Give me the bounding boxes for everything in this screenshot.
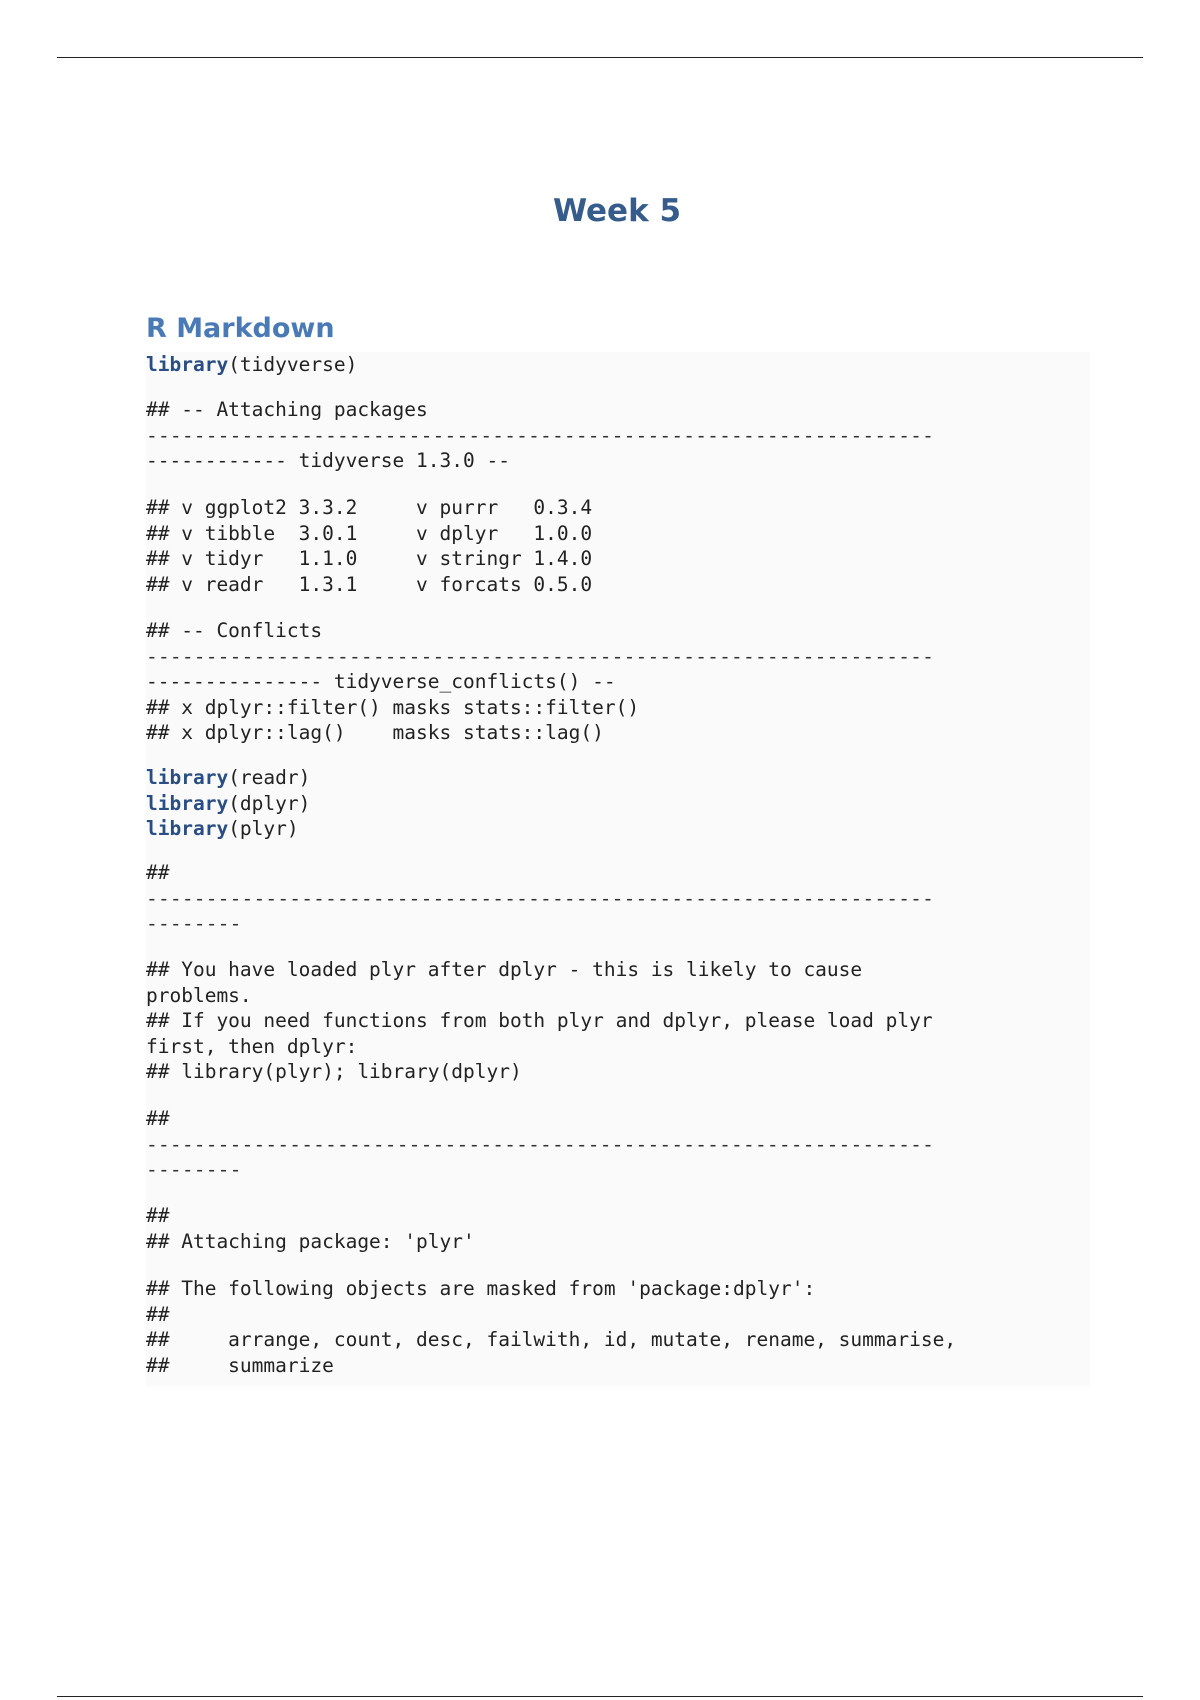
code-argument: (readr) [228,766,311,789]
output-line: ## If you need functions from both plyr and dplyr, please load plyr [146,1009,933,1032]
document-title: Week 5 [552,193,682,229]
section-heading: R Markdown [146,313,335,344]
output-plyr-warning [146,957,1090,1085]
page-top-rule [57,57,1143,58]
output-line: first, then dplyr: [146,1034,358,1058]
code-chunk-library-calls [146,765,1090,842]
output-line: ## You have loaded plyr after dplyr - this is likely to cause [146,958,863,981]
output-line: ## v ggplot2 3.3.2 v purrr 0.3.4 [146,496,593,519]
output-separator-line: ------------------------------------------------------------------ [146,886,935,910]
output-line: ## -- Attaching packages [146,398,428,421]
output-line: ## x dplyr::lag() masks stats::lag() [146,721,604,744]
output-line: ## [146,1204,170,1227]
code-keyword: library [146,353,229,376]
code-output-area [146,352,1090,1386]
output-separator-line: ------------------------------------------------------------------ [146,1132,935,1156]
output-line: ------------ tidyverse 1.3.0 -- [146,449,510,472]
code-argument: (dplyr) [228,791,311,815]
output-line: ## Attaching package: 'plyr' [146,1229,475,1253]
output-separator-line: -------- [146,1158,242,1181]
output-line: ## [146,861,170,884]
output-line: ## v tidyr 1.1.0 v stringr 1.4.0 [146,547,593,570]
output-separator-line: -------- [146,912,242,935]
output-separator-line: ------------------------------------------------------------------ [146,423,935,447]
page-bottom-rule [57,1696,1143,1697]
output-conflicts [146,618,1090,746]
code-keyword: library [146,791,229,815]
code-argument: (plyr) [228,817,299,840]
code-keyword: library [146,766,229,789]
output-line: ## v tibble 3.0.1 v dplyr 1.0.0 [146,521,593,545]
output-separator-block [146,860,1090,937]
output-masked-objects [146,1276,1090,1378]
output-line: problems. [146,983,252,1007]
output-attaching-packages [146,397,1090,474]
output-separator-line: ------------------------------------------------------------------ [146,644,935,668]
code-argument: (tidyverse) [228,353,358,376]
output-separator-block [146,1106,1090,1183]
output-package-versions [146,495,1090,597]
output-line: ## library(plyr); library(dplyr) [146,1060,522,1083]
code-chunk-library-tidyverse [146,352,1090,378]
output-line: ## arrange, count, desc, failwith, id, mutate, rename, summarise, [146,1328,957,1351]
output-line: --------------- tidyverse_conflicts() -- [146,670,616,693]
output-line: ## x dplyr::filter() masks stats::filter() [146,695,640,719]
code-keyword: library [146,817,229,840]
output-line: ## [146,1107,170,1130]
output-line: ## summarize [146,1353,334,1377]
output-line: ## The following objects are masked from 'package:dplyr': [146,1277,816,1300]
output-line: ## -- Conflicts [146,619,323,642]
output-attaching-plyr [146,1203,1090,1254]
output-line: ## v readr 1.3.1 v forcats 0.5.0 [146,572,593,596]
output-line: ## [146,1302,170,1326]
